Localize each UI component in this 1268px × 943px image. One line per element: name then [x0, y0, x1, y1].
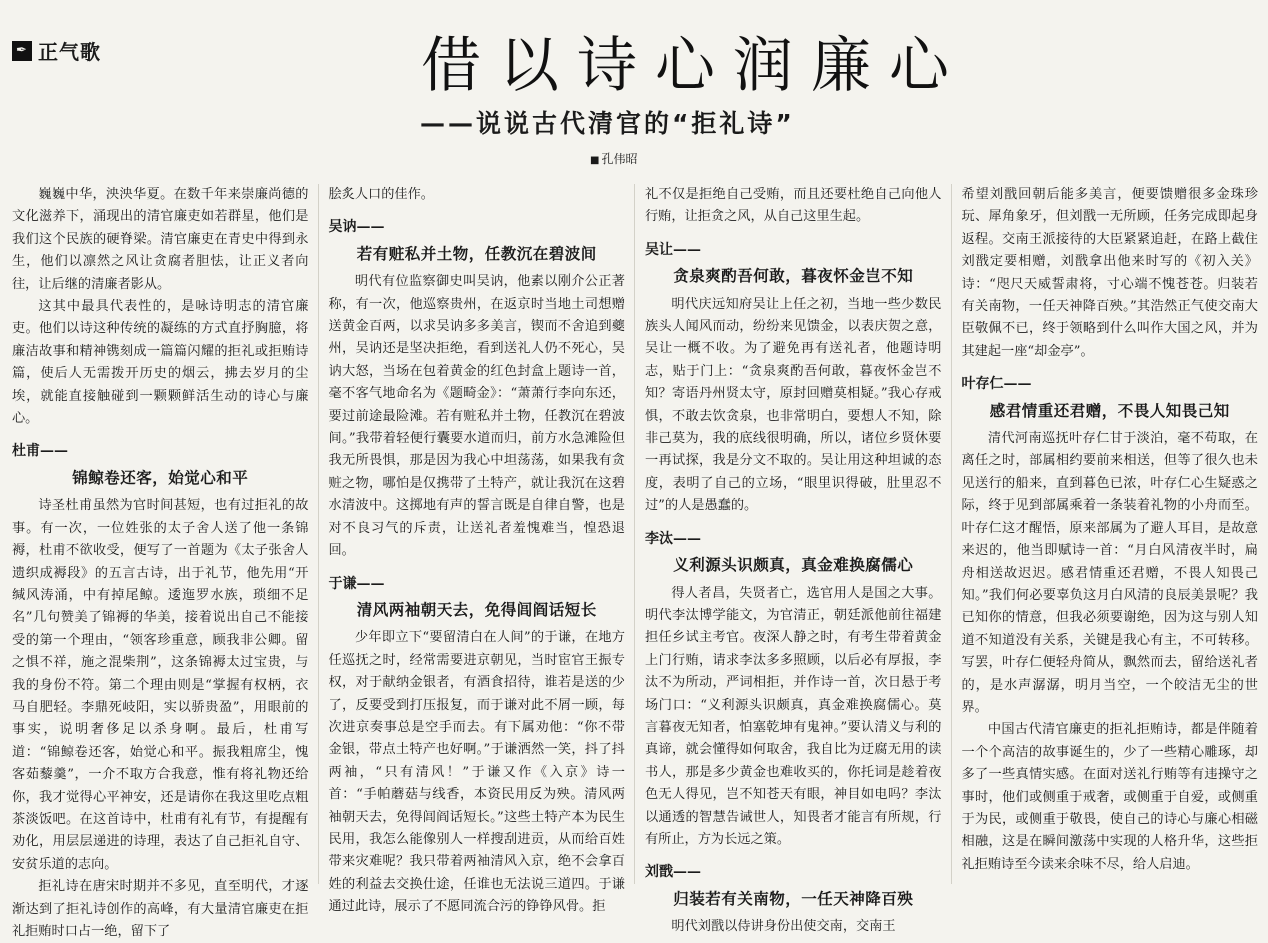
- section-heading: 感君情重还君赠，不畏人知畏己知: [989, 401, 1230, 420]
- poet-name: 吴讷 ——: [329, 216, 626, 238]
- column-3: [645, 184, 942, 935]
- section-heading: 锦鲸卷还客，始觉心和平: [72, 468, 249, 487]
- paragraph: 清代河南巡抚叶存仁甘于淡泊，毫不苟取，在离任之时，部属相约要前来相送，但等了很久也未见送行的船来，直到暮色已浓，叶存仁心生疑惑之际，终于见到部属乘着一条装着礼物的小舟而至。叶存仁这才醒悟，原来部属为了避人耳目，是故意来迟的，他当即赋诗一首：“月白风清夜半时，扁舟相送故迟迟。感君情重还君赠，不畏人知畏己知。”我们何必要辜负这月白风清的良辰美景呢？我已知你的情意，但我必须要谢绝，因为这与别人知道不知道没有关系，关键是我心有主，不可转移。写罢，叶存仁便轻舟简从，飘然而去，留给送礼者的，是水声潺潺，明月当空，一个皎洁无尘的世界。: [961, 431, 1258, 715]
- section-heading: 若有赃私并土物，任教沉在碧波间: [356, 244, 597, 263]
- paragraph: 少年即立下“要留清白在人间”的于谦，在地方任巡抚之时，经常需要进京朝见，当时宦官王振专权，对于献纳金银者，有酒食招待，谁若是送的少了，反要受到打压报复，而于谦对此不屑一顾，每次进京奏事总是空手而去。有下属劝他：“你不带金银，带点土特产也好啊。”于谦洒然一笑，抖了抖两袖，“只有清风！”于谦又作《入京》诗一首：“手帕蘑菇与线香，本资民用反为殃。清风两袖朝天去，免得闾阎话短长。”这些土特产本为民生民用，我怎么能像别人一样搜刮进贡，从而给百姓带来灾难呢？我只带着两袖清风入京，绝不会拿百姓的利益去交换仕途，任谁也无法说三道四。于谦通过此诗，展示了不愿同流合污的铮铮风骨。拒: [328, 630, 625, 915]
- section-heading: 归装若有关南物，一任天神降百殃: [673, 889, 914, 908]
- article-body: [12, 184, 1258, 939]
- poet-name: 李汰 ——: [645, 528, 942, 550]
- paragraph: 明代刘戬以侍讲身份出使交南，交南王: [671, 919, 896, 935]
- section-heading: 清风两袖朝天去，免得闾阎话短长: [356, 600, 597, 619]
- paragraph: 诗圣杜甫虽然为官时间甚短，也有过拒礼的故事。有一次，一位姓张的太子舍人送了他一条锦褥，杜甫不欲收受，便写了一首题为《太子张舍人遗织成褥段》的五言古诗，出于礼节，他先用“开缄风涛涌，中有掉尾鲸。逶迤罗水族，琐细不足名”几句赞美了锦褥的华美，接着说出自己不能接受的第一个理由，“领客珍重意，顾我非公卿。留之惧不祥，施之混柴荆”，这条锦褥太过宝贵，与我的身份不符。第二个理由则是“掌握有权柄，衣马自肥轻。李鼎死岐阳，实以骄贵盈”，用眼前的事实，说明奢侈足以杀身啊。最后，杜甫写道：“锦鲸卷还客，始觉心和平。振我粗席尘，愧客茹藜羹”，一介不取方合我意，惟有将礼物还给你，我才觉得心平神安，还是请你在我这里吃点粗茶淡饭吧。在这首诗中，杜甫有礼有节，有提醒有劝化，用层层递进的诗理，表达了自己拒礼自守、安贫乐道的志向。: [12, 498, 309, 872]
- section-heading: 义利源头识颇真，真金难换腐儒心: [673, 556, 914, 575]
- paragraph: 希望刘戬回朝后能多美言，便要馈赠很多金珠珍玩、犀角象牙，但刘戬一无所顾，任务完成即起身返程。交南王派接待的大臣紧紧追赶，在路上截住刘戬定要相赠，刘戬拿出他来时写的《初入关》诗：“咫尺天威誓肃将，寸心端不愧苍苍。归装若有关南物，一任天神降百殃。”其浩然正气使交南大臣敬佩不已，终于领略到什么叫作大国之风，并为其建起一座“却金亭”。: [961, 187, 1258, 359]
- column-4: [962, 184, 1259, 884]
- paragraph: 巍巍中华，泱泱华夏。在数千年来崇廉尚德的文化滋养下，涌现出的清官廉吏如若群星，他们是我们这个民族的硬脊梁。清官廉吏在青史中得到永生，他们以凛然之风让贪腐者胆怯，让正义者向往，让后继的清廉者影从。: [12, 187, 309, 292]
- author-byline: ■ 孔伟昭: [590, 150, 637, 167]
- paragraph: 脍炙人口的佳作。: [328, 187, 434, 202]
- paragraph: 明代庆远知府吴让上任之初，当地一些少数民族头人闻风而动，纷纷来见馈金，以表庆贺之意，吴让一概不收。为了避免再有送礼者，他题诗明志，贴于门上：“贪泉爽酌吾何敢，暮夜怀金岂不知？寄语丹州贤太守，原封回赠莫相疑。”我心存戒惧，不敢去饮贪泉，也非常明白，要想人不知，除非己莫为，我的底线很明确，所以，诸位乡贤休要一再试探，我是分文不取的。吴让用这种坦诚的态度，表明了自己的立场，“眼里识得破，肚里忍不过”的人是愚蠢的。: [645, 296, 942, 514]
- paragraph: 礼不仅是拒绝自己受贿，而且还要杜绝自己向他人行贿，让拒贪之风，从自己这里生起。: [645, 187, 942, 225]
- column-2: [328, 184, 626, 915]
- quill-icon: ✒: [12, 41, 32, 61]
- paragraph: 明代有位监察御史叫吴讷，他素以刚介公正著称，有一次，他巡察贵州，在返京时当地土司想赠送黄金百两，以求吴讷多多美言，锲而不舍追到夔州，吴讷还是坚决拒绝，看到送礼人仍不死心，吴讷大怒，当场在包着黄金的红色封盒上题诗一首，毫不客气地命名为《题畸金》：“萧萧行李向东还，要过前途最险滩。若有赃私并土物，任教沉在碧波间。”我带着轻便行囊要水道而归，前方水急滩险但我无所畏惧，那是因为我心中坦荡荡，如果我有贪赃之物，哪怕是仅携带了土特产，就让我沉在这碧水清波中。这掷地有声的誓言既是自律自警，也是对不良习气的斥责，让送礼者羞愧难当，惶恐退回。: [328, 274, 625, 559]
- poet-name: 叶存仁 ——: [962, 373, 1259, 395]
- page-title: 借以诗心润廉心: [421, 31, 967, 101]
- paragraph: 这其中最具代表性的，是咏诗明志的清官廉吏。他们以诗这种传统的凝练的方式直抒胸臆，将廉洁故事和精神镌刻成一篇篇闪耀的拒礼或拒贿诗篇，使后人无需拨开历史的烟云，拂去岁月的尘埃，就能直接触碰到一颗颗鲜活生动的诗心与廉心。: [12, 299, 309, 427]
- page-subtitle: ——说说古代清官的“拒礼诗”: [420, 109, 795, 138]
- poet-name: 刘戬 ——: [645, 861, 942, 883]
- paragraph: 拒礼诗在唐宋时期并不多见，直至明代，才逐渐达到了拒礼诗创作的高峰，有大量清官廉吏在拒礼拒贿时口占一绝，留下了: [12, 879, 309, 939]
- poet-name: 杜甫 ——: [12, 440, 309, 462]
- column-tag-label: 正气歌: [38, 40, 101, 64]
- poet-name: 于谦 ——: [329, 573, 626, 595]
- paragraph: 得人者昌，失贤者亡，选官用人是国之大事。明代李汰博学能文，为官清正，朝廷派他前往福建担任乡试主考官。夜深人静之时，有考生带着黄金上门行贿，请求李汰多多照顾，以后必有厚报，李汰不为所动，严词相拒，并作诗一首，次日悬于考场门口：“义利源头识颇真，真金难换腐儒心。莫言暮夜无知者，怕塞乾坤有鬼神。”要认清义与利的真谛，就会懂得如何取舍，我自比为迂腐无用的读书人，那是多少黄金也难收买的，你托词是趁着夜色无人得见，岂不知苍天有眼，神目如电吗？李汰以通透的智慧告诫世人，知畏者才能言有所规，行有所止，方为长远之策。: [645, 585, 942, 847]
- paragraph: 中国古代清官廉吏的拒礼拒贿诗，都是伴随着一个个高洁的故事诞生的，少了一些精心雕琢，却多了一些真情实感。在面对送礼行贿等有违操守之事时，他们或侧重于戒奢，或侧重于自爱，或侧重于为民，或侧重于敬畏，使自己的诗心与廉心相磁相融，这是在瞬间激荡中实现的人格升华，这些拒礼拒贿诗至今读来余味不尽，给人启迪。: [961, 722, 1258, 872]
- section-heading: 贪泉爽酌吾何敢，暮夜怀金岂不知: [673, 267, 914, 286]
- column-1: [12, 184, 309, 939]
- poet-name: 吴让 ——: [645, 239, 942, 261]
